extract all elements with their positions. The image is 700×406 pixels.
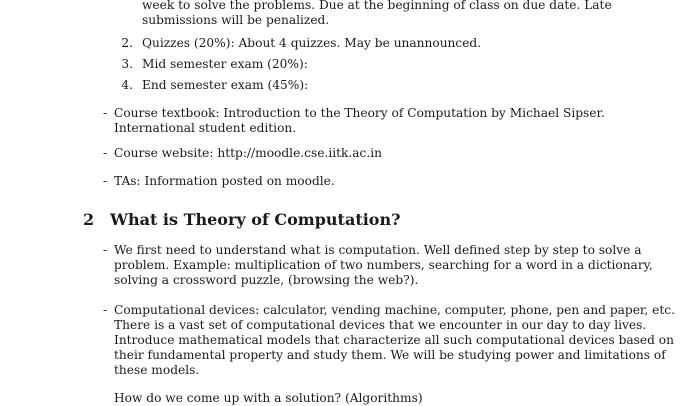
algorithms-question-line: How do we come up with a solution? (Algorithms): [114, 391, 423, 405]
grading-item-number: 4.: [121, 78, 133, 92]
grading-carry-line-2: submissions will be penalized.: [142, 13, 330, 27]
bullet-dash: -: [103, 303, 108, 317]
section-title: What is Theory of Computation?: [110, 210, 401, 229]
devices-line-3: Introduce mathematical models that characterize all such computational devices based on: [114, 333, 674, 347]
devices-line-4: their fundamental property and study them. We will be studying power and limitations of: [114, 348, 666, 362]
grading-item-text: Quizzes (20%): About 4 quizzes. May be unannounced.: [142, 36, 482, 50]
computation-line-2: problem. Example: multiplication of two numbers, searching for a word in a dictionary,: [114, 258, 653, 272]
computation-line-1: We first need to understand what is computation. Well defined step by step to solve a: [114, 243, 642, 257]
devices-line-5: these models.: [114, 363, 200, 377]
grading-item-text: Mid semester exam (20%):: [142, 57, 308, 71]
course-website-line: Course website: http://moodle.cse.iitk.ac.in: [114, 146, 382, 160]
bullet-dash: -: [103, 146, 108, 160]
grading-item-text: End semester exam (45%):: [142, 78, 309, 92]
tas-line: TAs: Information posted on moodle.: [114, 174, 335, 188]
textbook-line-2: International student edition.: [114, 121, 297, 135]
textbook-line-1: Course textbook: Introduction to the Theory of Computation by Michael Sipser.: [114, 106, 605, 120]
section-number: 2: [83, 210, 95, 229]
grading-carry-line-1: week to solve the problems. Due at the beginning of class on due date. Late: [142, 0, 612, 12]
computation-line-3: solving a crossword puzzle, (browsing the web?).: [114, 273, 419, 287]
grading-item-number: 3.: [121, 57, 133, 71]
devices-line-2: There is a vast set of computational devices that we encounter in our day to day lives.: [114, 318, 647, 332]
bullet-dash: -: [103, 174, 108, 188]
bullet-dash: -: [103, 106, 108, 120]
devices-line-1: Computational devices: calculator, vending machine, computer, phone, pen and paper, etc.: [114, 303, 675, 317]
bullet-dash: -: [103, 243, 108, 257]
grading-item-number: 2.: [121, 36, 133, 50]
